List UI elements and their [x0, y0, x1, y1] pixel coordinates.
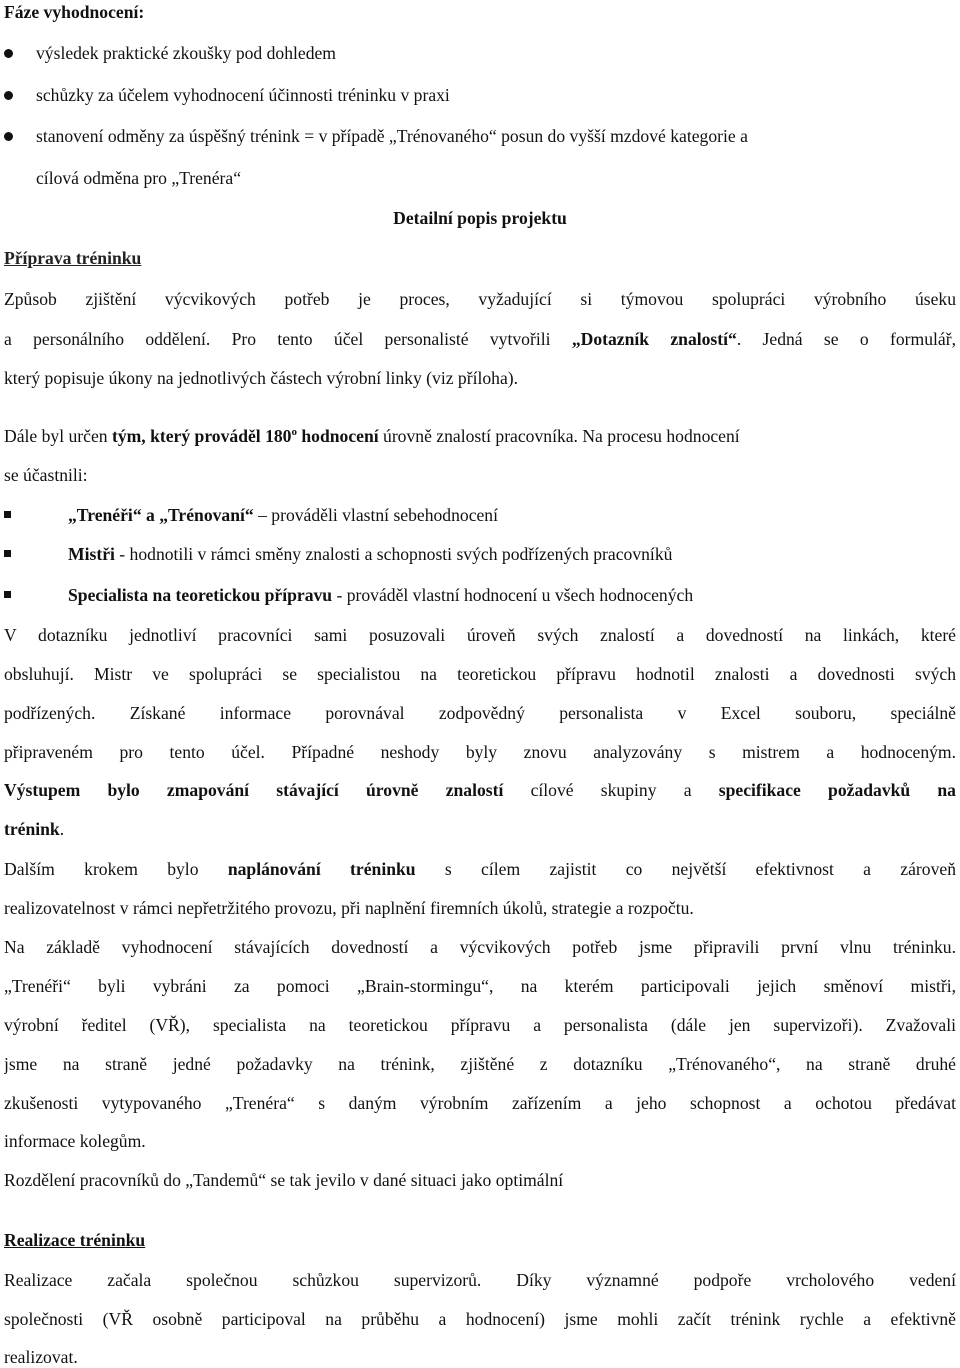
square-bullet-icon	[4, 511, 11, 518]
prep-p1-line3: který popisuje úkony na jednotlivých částech výrobní linky (viz příloha).	[4, 368, 519, 388]
prep-p5-line3: výrobní ředitel (VŘ), specialista na teoretickou přípravu a personalista (dále jen supervizoři). Zvažovali	[4, 1015, 956, 1035]
prep-heading: Příprava tréninku	[4, 248, 142, 268]
prep-p2-line2: se účastnili:	[4, 465, 88, 485]
prep-p5-line1: Na základě vyhodnocení stávajících dovedností a výcvikových potřeb jsme připravili první vlnu tréninku.	[4, 937, 956, 957]
list-item: Specialista na teoretickou přípravu - prováděl vlastní hodnocení u všech hodnocených	[68, 585, 694, 605]
prep-p3-line5: Výstupem bylo zmapování stávající úrovně znalostí cílové skupiny a specifikace požadavků na	[4, 780, 956, 800]
square-bullet-icon	[4, 550, 11, 557]
real-line1: Realizace začala společnou schůzkou supervizorů. Díky významné podpoře vrcholového vedení	[4, 1270, 956, 1290]
bullet-icon	[4, 132, 13, 141]
prep-p5-line2: „Trenéři“ byli vybráni za pomoci „Brain-stormingu“, na kterém participovali jejich směnoví mistři,	[4, 976, 956, 996]
bullet-icon	[4, 91, 13, 100]
list-item: „Trenéři“ a „Trénovaní“ – prováděli vlastní sebehodnocení	[68, 505, 498, 525]
square-bullet-icon	[4, 591, 11, 598]
phase-bullet-1: výsledek praktické zkoušky pod dohledem	[36, 43, 336, 63]
list-item: Mistři - hodnotili v rámci směny znalosti a schopnosti svých podřízených pracovníků	[68, 544, 673, 564]
prep-p4-line1: Dalším krokem bylo naplánování tréninku s cílem zajistit co největší efektivnost a zároveň	[4, 859, 956, 879]
prep-p5-line6: informace kolegům.	[4, 1131, 146, 1151]
real-line2: společnosti (VŘ osobně participoval na průběhu a hodnocení) jsme mohli začít trénink rychle a efektivně	[4, 1309, 956, 1329]
prep-p3-line3: podřízených. Získané informace porovnával zodpovědný personalista v Excel souboru, speciálně	[4, 703, 956, 723]
real-line3: realizovat.	[4, 1347, 78, 1367]
bullet-icon	[4, 49, 13, 58]
prep-p5-line4: jsme na straně jedné požadavky na trénink, zjištěné z dotazníku „Trénovaného“, na straně druhé	[4, 1054, 956, 1074]
prep-p1-line1: Způsob zjištění výcvikových potřeb je proces, vyžadující si týmovou spolupráci výrobního úseku	[4, 289, 956, 309]
prep-p1-line2: a personálního oddělení. Pro tento účel personalisté vytvořili „Dotazník znalostí“. Jedná se o formulář,	[4, 329, 956, 349]
phase-bullet-3-cont: cílová odměna pro „Trenéra“	[36, 168, 242, 188]
prep-p5-line5: zkušenosti vytypovaného „Trenéra“ s daným výrobním zařízením a jeho schopnost a ochotou předávat	[4, 1093, 956, 1113]
phase-bullet-3: stanovení odměny za úspěšný trénink = v případě „Trénovaného“ posun do vyšší mzdové kategorie a	[36, 126, 748, 146]
project-title: Detailní popis projektu	[393, 208, 567, 228]
prep-p3-line6: trénink.	[4, 819, 65, 839]
prep-p3-line1: V dotazníku jednotliví pracovníci sami posuzovali úroveň svých znalostí a dovedností na linkách, které	[4, 625, 956, 645]
prep-p4-line2: realizovatelnost v rámci nepřetržitého provozu, při naplnění firemních úkolů, strategie a rozpočtu.	[4, 898, 694, 918]
real-heading: Realizace tréninku	[4, 1230, 146, 1250]
prep-p3-line4: připraveném pro tento účel. Případné neshody byly znovu analyzovány s mistrem a hodnoceným.	[4, 742, 956, 762]
phase-bullet-2: schůzky za účelem vyhodnocení účinnosti tréninku v praxi	[36, 85, 450, 105]
phase-heading: Fáze vyhodnocení:	[4, 2, 145, 22]
prep-p6: Rozdělení pracovníků do „Tandemů“ se tak jevilo v dané situaci jako optimální	[4, 1170, 564, 1190]
prep-p2-line1: Dále byl určen tým, který prováděl 180$^o$ hodnocení úrovně znalostí pracovníka. Na procesu hodnocení	[4, 426, 740, 446]
prep-p3-line2: obsluhují. Mistr ve spolupráci se specialistou na teoretickou přípravu hodnotil znalosti a dovednosti svých	[4, 664, 956, 684]
